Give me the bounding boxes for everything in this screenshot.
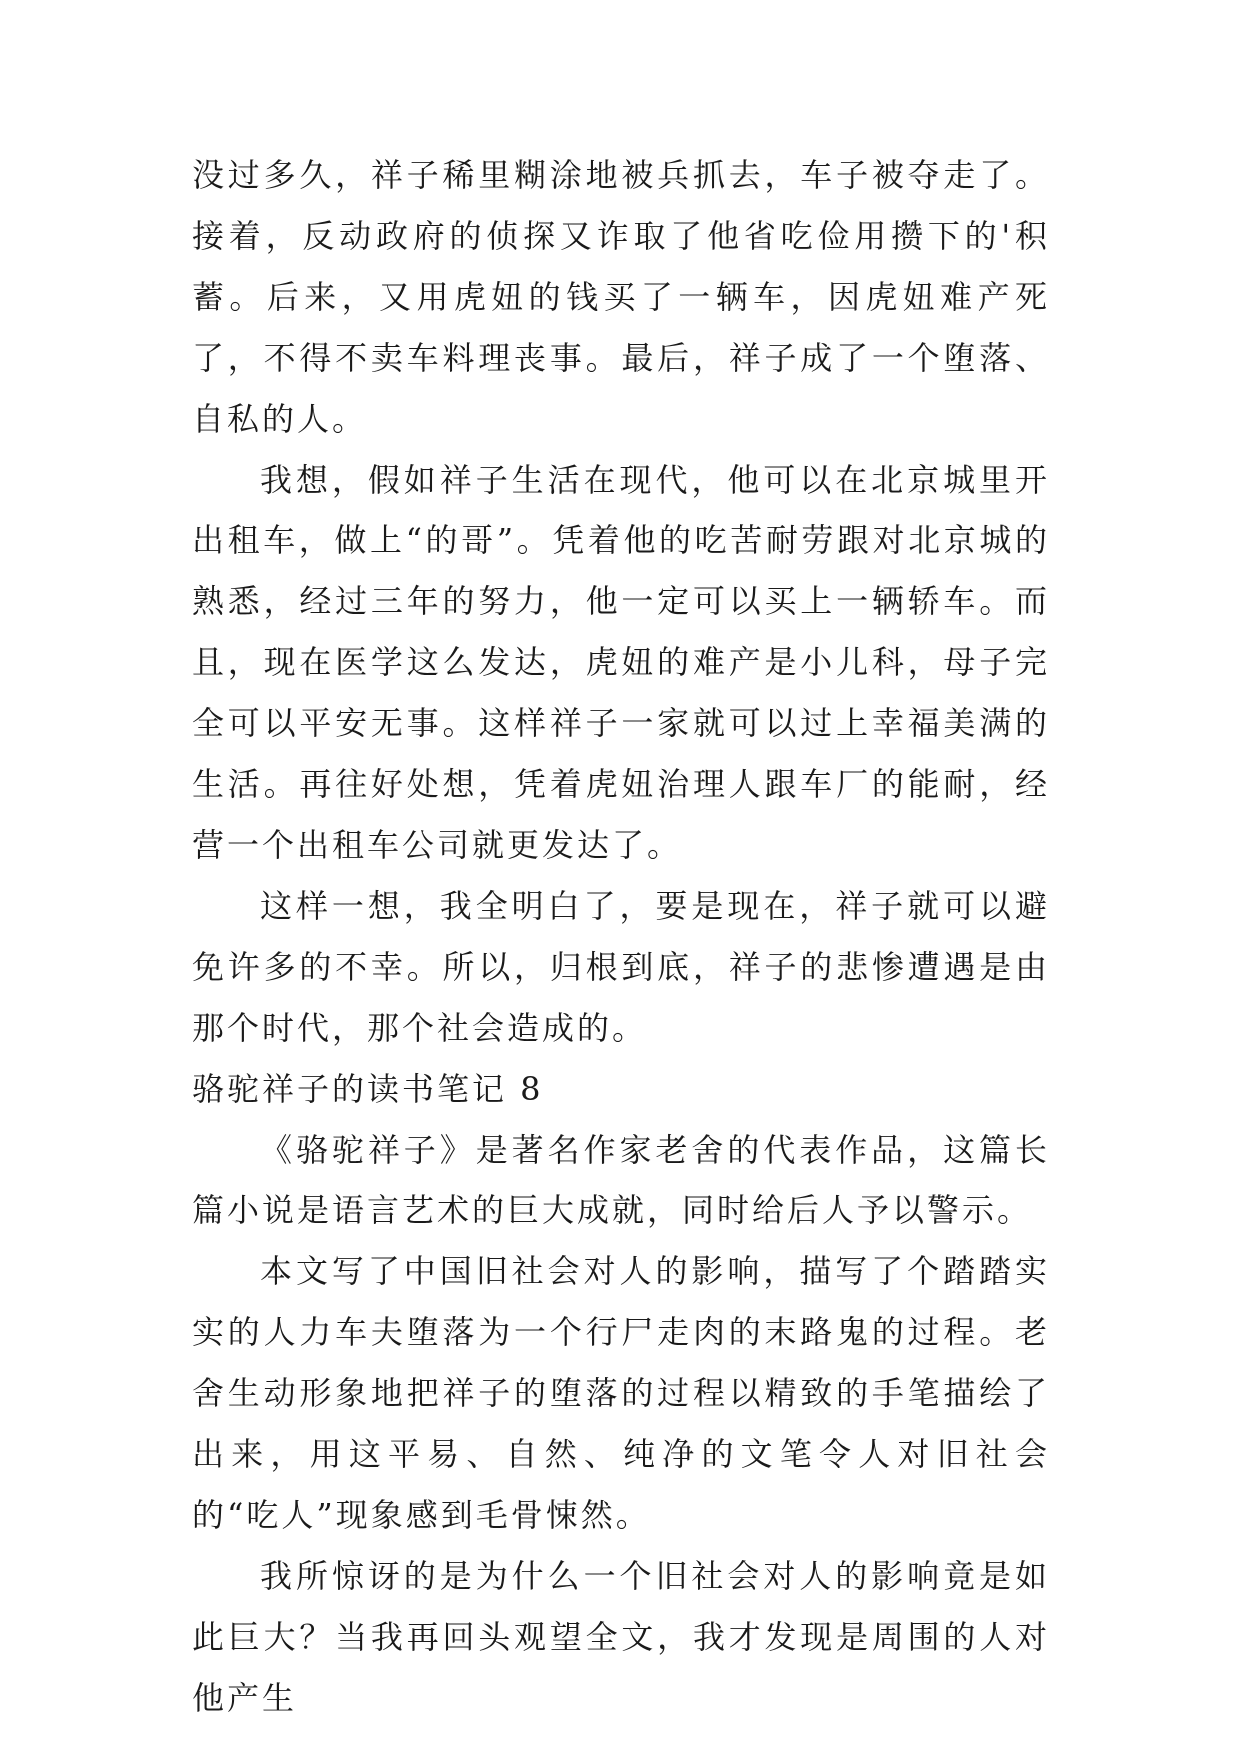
paragraph-1: 没过多久，祥子稀里糊涂地被兵抓去，车子被夺走了。接着，反动政府的侦探又诈取了他省吃俭用攒下的'积蓄。后来，又用虎妞的钱买了一辆车，因虎妞难产死了，不得不卖车料理丧事。最后，祥子成了一个堕落、自私的人。 bbox=[192, 156, 1050, 438]
paragraph-3: 这样一想，我全明白了，要是现在，祥子就可以避免许多的不幸。所以，归根到底，祥子的悲惨遭遇是由那个时代，那个社会造成的。 bbox=[192, 886, 1050, 1047]
paragraph-6: 我所惊讶的是为什么一个旧社会对人的影响竟是如此巨大？当我再回头观望全文，我才发现是周围的人对他产生 bbox=[192, 1556, 1050, 1717]
section-heading: 骆驼祥子的读书笔记 8 bbox=[192, 1069, 544, 1108]
paragraph-5: 本文写了中国旧社会对人的影响，描写了个踏踏实实的人力车夫堕落为一个行尸走肉的末路鬼的过程。老舍生动形象地把祥子的堕落的过程以精致的手笔描绘了出来，用这平易、自然、纯净的文笔令人对旧社会的“吃人”现象感到毛骨悚然。 bbox=[192, 1252, 1050, 1534]
paragraph-4: 《骆驼祥子》是著名作家老舍的代表作品，这篇长篇小说是语言艺术的巨大成就，同时给后人予以警示。 bbox=[192, 1130, 1050, 1230]
document-body bbox=[192, 145, 1050, 1729]
paragraph-2: 我想，假如祥子生活在现代，他可以在北京城里开出租车，做上“的哥”。凭着他的吃苦耐劳跟对北京城的熟悉，经过三年的努力，他一定可以买上一辆轿车。而且，现在医学这么发达，虎妞的难产是小儿科，母子完全可以平安无事。这样祥子一家就可以过上幸福美满的生活。再往好处想，凭着虎妞治理人跟车厂的能耐，经营一个出租车公司就更发达了。 bbox=[192, 460, 1050, 864]
